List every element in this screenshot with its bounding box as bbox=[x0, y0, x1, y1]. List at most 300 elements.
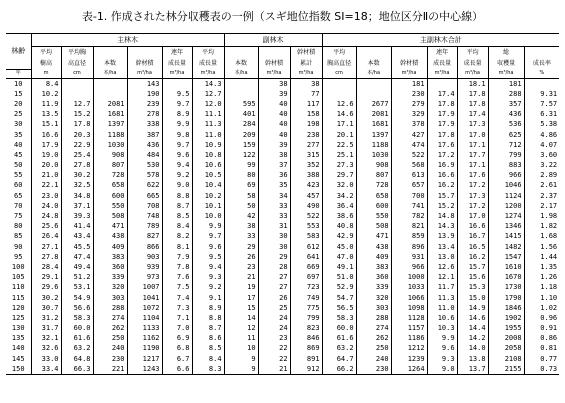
table-cell: 665 bbox=[127, 191, 162, 201]
column-unit: m³/ha bbox=[290, 69, 322, 78]
table-cell: 728 bbox=[356, 180, 391, 190]
table-cell bbox=[427, 78, 457, 89]
table-cell: 13.4 bbox=[427, 242, 457, 252]
table-cell: 23 bbox=[224, 262, 258, 272]
age-unit: 年 bbox=[6, 69, 31, 78]
table-cell: 16.7 bbox=[457, 231, 488, 241]
table-row bbox=[6, 343, 559, 353]
table-cell: 17.9 bbox=[427, 119, 457, 129]
table-cell: 6.8 bbox=[162, 343, 192, 353]
table-cell: 357 bbox=[488, 99, 524, 109]
table-cell: 26.4 bbox=[31, 231, 61, 241]
table-cell: 2008 bbox=[488, 333, 524, 343]
table-cell: 7.1 bbox=[162, 313, 192, 323]
yield-table bbox=[6, 33, 559, 375]
table-cell: 278 bbox=[127, 109, 162, 119]
table-cell: 2.89 bbox=[524, 170, 559, 180]
column-header-top: 平均 bbox=[322, 47, 356, 59]
table-cell: 17.9 bbox=[31, 140, 61, 150]
table-cell: 0.86 bbox=[524, 333, 559, 343]
table-cell: 32.0 bbox=[322, 180, 356, 190]
table-cell: 17.3 bbox=[457, 119, 488, 129]
table-cell: 14 bbox=[224, 313, 258, 323]
table-row bbox=[6, 323, 559, 333]
table-cell: 40 bbox=[258, 99, 290, 109]
table-cell: 24 bbox=[258, 313, 290, 323]
table-cell: 8.9 bbox=[162, 109, 192, 119]
table-cell: 536 bbox=[488, 119, 524, 129]
table-cell: 939 bbox=[127, 262, 162, 272]
table-cell: 827 bbox=[127, 231, 162, 241]
table-cell: 508 bbox=[93, 211, 127, 221]
table-cell: 508 bbox=[356, 221, 391, 231]
table-cell: 54.7 bbox=[322, 292, 356, 302]
table-cell: 7.4 bbox=[162, 292, 192, 302]
table-cell: 15.7 bbox=[427, 191, 457, 201]
table-row bbox=[6, 221, 559, 231]
table-cell: 17.8 bbox=[457, 99, 488, 109]
table-cell: 10.2 bbox=[31, 89, 61, 99]
table-cell: 13.8 bbox=[457, 354, 488, 364]
table-cell: 789 bbox=[127, 221, 162, 231]
table-cell: 42.9 bbox=[322, 231, 356, 241]
table-cell: 7.8 bbox=[162, 262, 192, 272]
table-cell: 16.6 bbox=[427, 170, 457, 180]
table-cell: 11.0 bbox=[192, 129, 224, 139]
column-header-main: 幹材積 bbox=[258, 58, 290, 69]
column-header-top bbox=[524, 47, 559, 59]
table-cell: 21.0 bbox=[31, 170, 61, 180]
table-cell: 9.6 bbox=[162, 150, 192, 160]
table-cell: 1610 bbox=[488, 262, 524, 272]
table-cell: 891 bbox=[290, 354, 322, 364]
table-cell: 238 bbox=[290, 129, 322, 139]
table-cell: 9.5 bbox=[192, 252, 224, 262]
table-cell: 117 bbox=[290, 99, 322, 109]
table-cell: 2058 bbox=[488, 343, 524, 353]
table-cell: 52.9 bbox=[322, 282, 356, 292]
column-unit: 本/ha bbox=[356, 69, 391, 78]
table-cell: 9.6 bbox=[192, 242, 224, 252]
table-cell: 17.2 bbox=[457, 180, 488, 190]
table-cell: 27 bbox=[258, 282, 290, 292]
table-cell: 436 bbox=[488, 109, 524, 119]
table-cell: 775 bbox=[290, 303, 322, 313]
table-cell: 15.2 bbox=[427, 201, 457, 211]
table-cell: 315 bbox=[290, 150, 322, 160]
table-cell: 17.1 bbox=[457, 140, 488, 150]
age-cell: 85 bbox=[14, 232, 23, 241]
age-cell: 80 bbox=[14, 222, 23, 231]
age-cell: 10 bbox=[14, 79, 23, 88]
table-cell: 1.35 bbox=[524, 262, 559, 272]
table-cell: 8.4 bbox=[31, 78, 61, 89]
table-cell: 600 bbox=[93, 191, 127, 201]
table-row bbox=[6, 333, 559, 343]
table-cell: 9.7 bbox=[162, 99, 192, 109]
column-unit: cm bbox=[322, 69, 356, 78]
table-cell: 2.37 bbox=[524, 191, 559, 201]
table-cell: 1200 bbox=[488, 201, 524, 211]
table-cell: 14.9 bbox=[457, 303, 488, 313]
table-cell: 9.4 bbox=[162, 160, 192, 170]
table-cell: 15.0 bbox=[457, 292, 488, 302]
table-cell: 9.1 bbox=[192, 292, 224, 302]
table-cell: 17.9 bbox=[427, 109, 457, 119]
table-row bbox=[6, 99, 559, 109]
table-cell: 1.44 bbox=[524, 252, 559, 262]
table-cell: 522 bbox=[290, 211, 322, 221]
age-cell: 55 bbox=[14, 171, 23, 180]
table-cell: 823 bbox=[290, 323, 322, 333]
table-cell: 1041 bbox=[127, 292, 162, 302]
table-cell: 12.6 bbox=[322, 99, 356, 109]
column-header-line1 bbox=[6, 47, 559, 59]
table-cell: 1681 bbox=[93, 109, 127, 119]
column-header-main: 高直径 bbox=[61, 58, 93, 69]
table-cell: 1098 bbox=[391, 303, 427, 313]
table-cell: 288 bbox=[356, 313, 391, 323]
table-cell: 22 bbox=[258, 354, 290, 364]
table-cell: 15.1 bbox=[31, 119, 61, 129]
table-cell: 409 bbox=[93, 242, 127, 252]
table-cell: 9.5 bbox=[162, 89, 192, 99]
table-cell: 966 bbox=[391, 262, 427, 272]
table-cell: 6.9 bbox=[162, 333, 192, 343]
table-cell: 7.57 bbox=[524, 99, 559, 109]
table-cell: 9.7 bbox=[162, 140, 192, 150]
table-row bbox=[6, 89, 559, 99]
table-cell: 31.7 bbox=[31, 323, 61, 333]
table-row bbox=[6, 160, 559, 170]
column-unit: m³/ha bbox=[427, 69, 457, 78]
table-cell: 36 bbox=[258, 170, 290, 180]
table-cell: 230 bbox=[356, 364, 391, 375]
table-cell: 658 bbox=[93, 180, 127, 190]
table-cell: 2108 bbox=[488, 354, 524, 364]
table-cell: 18.1 bbox=[457, 78, 488, 89]
column-unit: m bbox=[31, 69, 61, 78]
table-cell: 6.6 bbox=[162, 364, 192, 375]
table-cell: 700 bbox=[391, 191, 427, 201]
table-row bbox=[6, 180, 559, 190]
table-cell: 30 bbox=[258, 231, 290, 241]
table-cell: 14.3 bbox=[427, 221, 457, 231]
table-cell: 1243 bbox=[127, 364, 162, 375]
table-cell: 8.9 bbox=[192, 303, 224, 313]
table-cell: 1030 bbox=[356, 150, 391, 160]
table-cell: 7.3 bbox=[162, 303, 192, 313]
table-cell: 1162 bbox=[127, 333, 162, 343]
table-cell: 10.3 bbox=[427, 323, 457, 333]
column-header-top: 平均胸 bbox=[61, 47, 93, 59]
table-cell: 612 bbox=[290, 242, 322, 252]
table-cell: 28.4 bbox=[31, 262, 61, 272]
table-cell: 9.8 bbox=[162, 129, 192, 139]
table-cell: 29.6 bbox=[31, 282, 61, 292]
table-cell: 9.3 bbox=[427, 354, 457, 364]
table-row bbox=[6, 262, 559, 272]
table-cell: 34.2 bbox=[322, 191, 356, 201]
table-cell: 1188 bbox=[356, 140, 391, 150]
table-cell: 11.7 bbox=[427, 282, 457, 292]
table-cell: 10.8 bbox=[192, 150, 224, 160]
table-cell: 1030 bbox=[93, 140, 127, 150]
table-body bbox=[6, 78, 559, 374]
table-cell: 9.0 bbox=[162, 180, 192, 190]
table-cell: 1217 bbox=[127, 354, 162, 364]
table-cell: 553 bbox=[290, 221, 322, 231]
table-cell: 1482 bbox=[488, 242, 524, 252]
table-cell: 53.1 bbox=[61, 282, 93, 292]
table-row bbox=[6, 303, 559, 313]
table-row bbox=[6, 129, 559, 139]
table-row bbox=[6, 140, 559, 150]
table-cell: 669 bbox=[290, 262, 322, 272]
table-cell bbox=[93, 78, 127, 89]
table-cell: 64.8 bbox=[61, 354, 93, 364]
table-cell: 457 bbox=[290, 191, 322, 201]
table-cell: 56.6 bbox=[61, 303, 93, 313]
table-cell: 1.18 bbox=[524, 282, 559, 292]
table-cell: 22.5 bbox=[322, 140, 356, 150]
table-cell: 16.6 bbox=[31, 129, 61, 139]
table-cell: 9.4 bbox=[192, 262, 224, 272]
column-header-top: 平均 bbox=[31, 47, 61, 59]
table-cell: 17.3 bbox=[457, 191, 488, 201]
table-cell: 250 bbox=[93, 333, 127, 343]
table-cell: 1547 bbox=[488, 252, 524, 262]
table-cell: 274 bbox=[356, 323, 391, 333]
table-cell: 7.5 bbox=[162, 282, 192, 292]
age-cell: 135 bbox=[11, 334, 25, 343]
table-cell: 741 bbox=[391, 201, 427, 211]
column-header-main: 幹材積 bbox=[391, 58, 427, 69]
table-cell: 58.3 bbox=[322, 313, 356, 323]
table-cell: 22.1 bbox=[31, 180, 61, 190]
table-cell: 966 bbox=[488, 170, 524, 180]
table-cell: 1670 bbox=[488, 272, 524, 282]
table-cell: 14.8 bbox=[427, 211, 457, 221]
table-cell bbox=[524, 78, 559, 89]
table-cell: 600 bbox=[356, 201, 391, 211]
table-cell: 360 bbox=[93, 262, 127, 272]
table-cell: 6.31 bbox=[524, 109, 559, 119]
table-cell: 10.6 bbox=[192, 160, 224, 170]
table-cell: 17.1 bbox=[322, 119, 356, 129]
table-cell: 471 bbox=[93, 221, 127, 231]
table-cell: 17.6 bbox=[457, 170, 488, 180]
table-row bbox=[6, 364, 559, 375]
table-cell: 20.3 bbox=[61, 129, 93, 139]
age-cell: 45 bbox=[14, 150, 23, 159]
table-cell: 15 bbox=[224, 303, 258, 313]
column-unit: m³/ha bbox=[457, 69, 488, 78]
column-header-top bbox=[224, 47, 258, 59]
table-cell: 807 bbox=[356, 170, 391, 180]
table-row bbox=[6, 252, 559, 262]
column-unit: m³/ha bbox=[192, 69, 224, 78]
table-cell: 583 bbox=[290, 231, 322, 241]
table-cell: 474 bbox=[391, 140, 427, 150]
table-cell: 303 bbox=[356, 303, 391, 313]
table-cell: 360 bbox=[356, 272, 391, 282]
table-cell: 866 bbox=[127, 242, 162, 252]
table-cell: 5.38 bbox=[524, 119, 559, 129]
table-cell: 9.9 bbox=[192, 221, 224, 231]
table-cell: 8.2 bbox=[162, 231, 192, 241]
column-header-main: 本数 bbox=[93, 58, 127, 69]
table-cell: 1239 bbox=[391, 354, 427, 364]
table-cell: 30.2 bbox=[31, 292, 61, 302]
table-cell: 61.6 bbox=[322, 333, 356, 343]
table-cell: 1128 bbox=[391, 313, 427, 323]
table-cell: 13.7 bbox=[457, 364, 488, 375]
table-cell: 230 bbox=[391, 89, 427, 99]
column-unit: cm bbox=[61, 69, 93, 78]
table-row bbox=[6, 78, 559, 89]
table-cell: 274 bbox=[93, 313, 127, 323]
table-caption: 表-1. 作成された林分収穫表の一例（スギ地位指数 SI=18；地位区分Ⅱの中心線） bbox=[81, 10, 484, 23]
table-cell: 1955 bbox=[488, 323, 524, 333]
table-cell: 15.3 bbox=[457, 282, 488, 292]
table-cell: 484 bbox=[127, 150, 162, 160]
table-cell: 122 bbox=[224, 150, 258, 160]
table-cell: 16.6 bbox=[457, 221, 488, 231]
age-cell: 105 bbox=[11, 273, 25, 282]
table-cell: 181 bbox=[488, 78, 524, 89]
table-cell: 550 bbox=[356, 211, 391, 221]
table-cell: 11 bbox=[224, 333, 258, 343]
table-cell: 190 bbox=[127, 89, 162, 99]
table-cell: 613 bbox=[391, 170, 427, 180]
table-cell: 19.0 bbox=[31, 150, 61, 160]
table-cell: 1415 bbox=[488, 231, 524, 241]
table-cell: 1133 bbox=[127, 323, 162, 333]
table-cell: 15.6 bbox=[457, 272, 488, 282]
table-cell: 60.0 bbox=[322, 323, 356, 333]
table-cell: 61.6 bbox=[61, 333, 93, 343]
table-cell: 47.0 bbox=[322, 252, 356, 262]
table-cell: 80 bbox=[224, 170, 258, 180]
table-cell: 35 bbox=[258, 180, 290, 190]
table-cell: 14.6 bbox=[322, 109, 356, 119]
table-cell: 3.22 bbox=[524, 160, 559, 170]
table-cell: 728 bbox=[93, 170, 127, 180]
table-cell: 284 bbox=[224, 119, 258, 129]
table-cell: 2.61 bbox=[524, 180, 559, 190]
age-cell: 95 bbox=[14, 252, 23, 261]
table-row bbox=[6, 211, 559, 221]
column-header-top: 連年 bbox=[427, 47, 457, 59]
table-cell: 49.4 bbox=[61, 262, 93, 272]
table-cell: 1157 bbox=[391, 323, 427, 333]
table-cell: 25.4 bbox=[61, 150, 93, 160]
table-cell: 1000 bbox=[391, 272, 427, 282]
table-cell: 320 bbox=[93, 282, 127, 292]
table-cell: 42 bbox=[224, 211, 258, 221]
table-cell: 51.2 bbox=[61, 272, 93, 282]
table-cell: 28 bbox=[258, 262, 290, 272]
table-cell: 436 bbox=[127, 140, 162, 150]
table-row bbox=[6, 282, 559, 292]
table-cell: 2081 bbox=[356, 109, 391, 119]
table-cell: 50 bbox=[224, 201, 258, 211]
column-header-main: 成長量 bbox=[162, 58, 192, 69]
table-cell: 9.2 bbox=[192, 282, 224, 292]
table-cell: 908 bbox=[93, 150, 127, 160]
table-cell: 9 bbox=[224, 364, 258, 375]
table-cell: 883 bbox=[488, 160, 524, 170]
table-cell: 12.1 bbox=[427, 272, 457, 282]
table-row bbox=[6, 242, 559, 252]
table-cell: 13.9 bbox=[427, 231, 457, 241]
table-row bbox=[6, 191, 559, 201]
table-cell: 383 bbox=[356, 262, 391, 272]
table-cell: 1397 bbox=[356, 129, 391, 139]
table-cell: 799 bbox=[488, 150, 524, 160]
table-cell: 807 bbox=[93, 160, 127, 170]
table-cell: 697 bbox=[290, 272, 322, 282]
table-cell: 1397 bbox=[93, 119, 127, 129]
table-cell: 29 bbox=[258, 252, 290, 262]
column-header-main: 累計 bbox=[290, 58, 322, 69]
table-cell: 912 bbox=[290, 364, 322, 375]
table-cell: 1790 bbox=[488, 292, 524, 302]
table-cell: 33.4 bbox=[31, 364, 61, 375]
table-cell: 54.9 bbox=[61, 292, 93, 302]
table-cell: 262 bbox=[356, 333, 391, 343]
table-cell: 1264 bbox=[391, 364, 427, 375]
table-cell: 0.91 bbox=[524, 323, 559, 333]
age-cell: 110 bbox=[11, 283, 25, 292]
table-cell: 1104 bbox=[127, 313, 162, 323]
table-cell: 38.6 bbox=[322, 211, 356, 221]
table-cell: 17.2 bbox=[427, 150, 457, 160]
table-cell: 568 bbox=[391, 160, 427, 170]
table-cell: 230 bbox=[93, 354, 127, 364]
table-cell: 1346 bbox=[488, 221, 524, 231]
table-cell: 26 bbox=[258, 292, 290, 302]
table-cell: 8.1 bbox=[162, 242, 192, 252]
age-cell: 60 bbox=[14, 181, 23, 190]
table-cell: 33 bbox=[224, 231, 258, 241]
table-cell: 8.5 bbox=[192, 343, 224, 353]
table-cell: 40 bbox=[258, 129, 290, 139]
table-cell: 279 bbox=[391, 99, 427, 109]
table-row bbox=[6, 150, 559, 160]
table-cell: 43.4 bbox=[61, 231, 93, 241]
table-cell: 9.9 bbox=[427, 333, 457, 343]
table-cell bbox=[356, 78, 391, 89]
table-cell: 7.9 bbox=[162, 252, 192, 262]
table-cell: 14.3 bbox=[192, 78, 224, 89]
table-row bbox=[6, 272, 559, 282]
table-cell: 15.7 bbox=[457, 262, 488, 272]
table-cell: 749 bbox=[290, 292, 322, 302]
table-cell: 12.7 bbox=[192, 89, 224, 99]
table-cell: 7.6 bbox=[162, 272, 192, 282]
table-cell: 438 bbox=[356, 242, 391, 252]
table-cell: 16.9 bbox=[427, 160, 457, 170]
table-cell: 0.81 bbox=[524, 343, 559, 353]
table-cell: 896 bbox=[391, 242, 427, 252]
age-cell: 120 bbox=[11, 303, 25, 312]
age-cell: 70 bbox=[14, 201, 23, 210]
table-cell: 32.5 bbox=[61, 180, 93, 190]
table-cell: 14.6 bbox=[457, 313, 488, 323]
column-header-top: 平均 bbox=[192, 47, 224, 59]
